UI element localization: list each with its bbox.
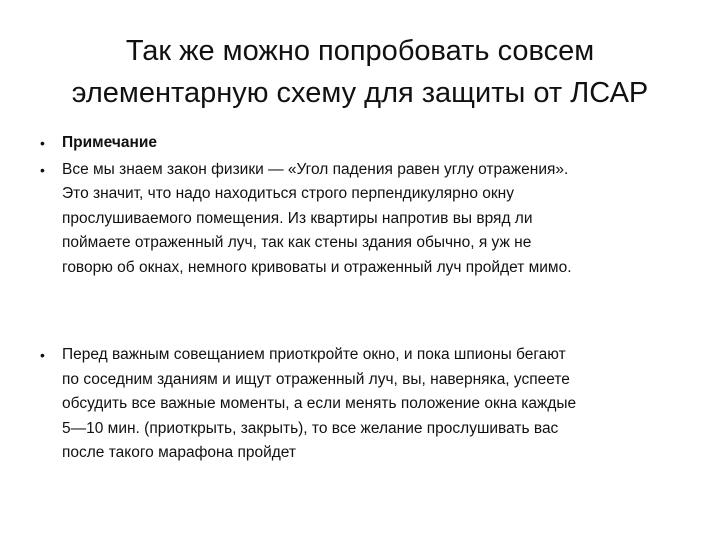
bullet-text-line: Все мы знаем закон физики — «Угол падения равен углу отражения». — [62, 160, 569, 178]
bullet-text-line: 5—10 мин. (приоткрыть, закрыть), то все желание прослушивать вас — [62, 419, 559, 437]
bullet-text-line: Примечание — [62, 134, 157, 151]
bullet-text-line: Это значит, что надо находиться строго перпендикулярно окну — [62, 185, 514, 202]
bullet-text-line: говорю об окнах, немного кривоваты и отраженный луч пройдет мимо. — [62, 258, 572, 276]
bullet-dot: • — [40, 161, 45, 178]
bullet-text-line: Перед важным совещанием приоткройте окно, и пока шпионы бегают — [62, 346, 566, 363]
bullet-text-line: обсудить все важные моменты, а если менять положение окна каждые — [62, 395, 577, 412]
bullet-dot: • — [40, 347, 45, 363]
bullet-physics-law — [40, 158, 700, 281]
bullet-text-line: поймаете отраженный луч, так как стены здания обычно, я уж не — [62, 234, 532, 251]
slide-title — [30, 30, 690, 114]
bullet-text-line: прослушиваемого помещения. Из квартиры напротив вы вряд ли — [62, 209, 533, 227]
title-line-2: элементарную схему для защиты от ЛСАР — [71, 77, 649, 109]
bullet-text-line: после такого марафона пройдет — [62, 444, 297, 461]
bullet-list — [40, 131, 700, 466]
bullet-text-line: по соседним зданиям и ищут отраженный луч, вы, наверняка, успеете — [62, 370, 570, 388]
bullet-note — [40, 131, 700, 156]
bullet-dot: • — [40, 135, 45, 151]
bullet-meeting-advice — [40, 343, 700, 466]
title-line-1: Так же можно попробовать совсем — [125, 35, 595, 67]
